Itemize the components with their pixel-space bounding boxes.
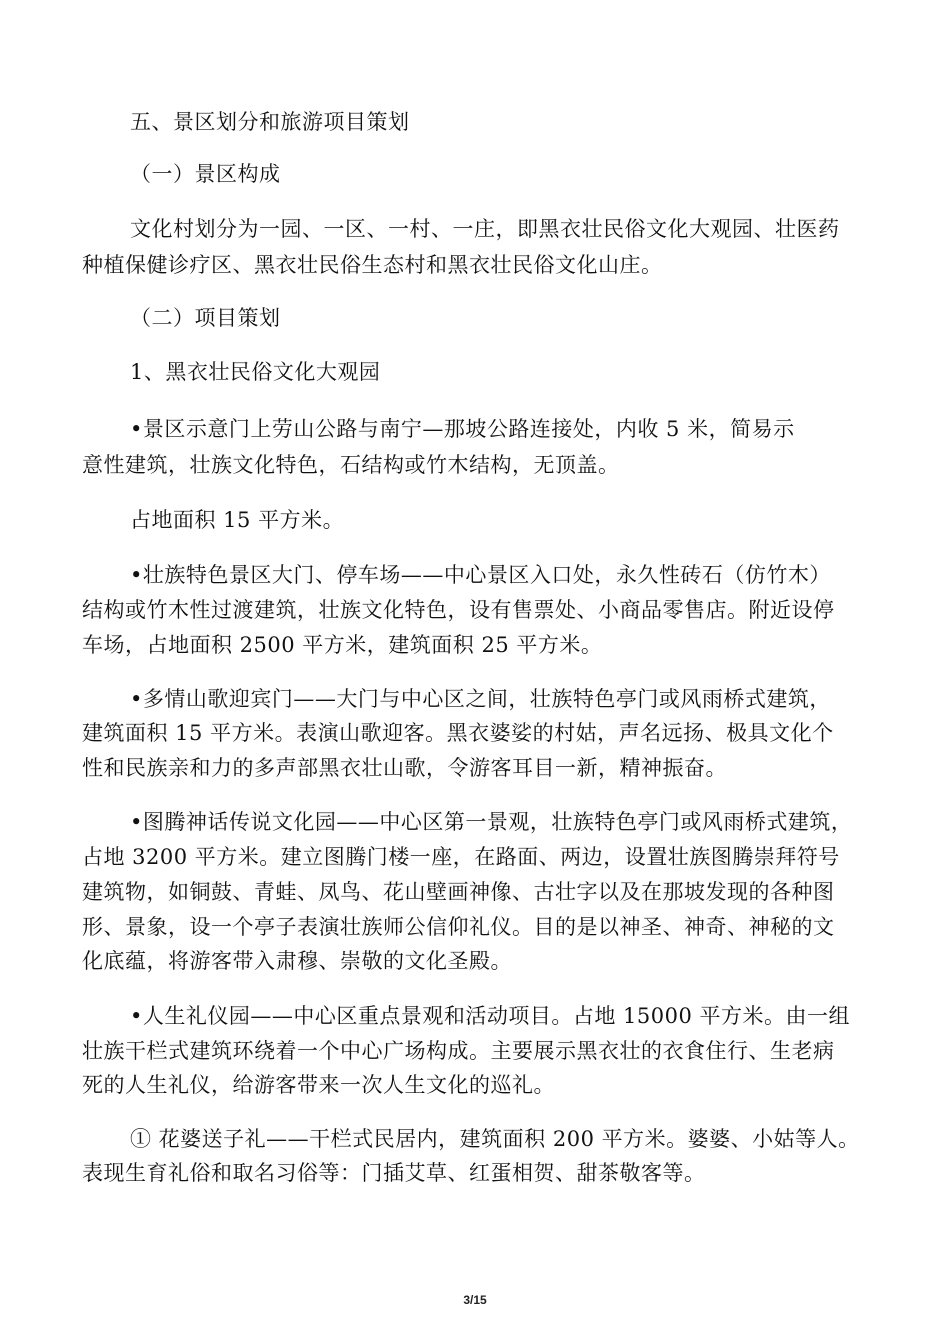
page-number: 3/15 <box>463 1293 487 1307</box>
item-heading-park: 1、黑衣壮民俗文化大观园 <box>130 360 381 384</box>
paragraph-line: 占地面积 15 平方米。 <box>130 508 345 532</box>
paragraph-line: 表现生育礼俗和取名习俗等：门插艾草、红蛋相贺、甜茶敬客等。 <box>82 1161 706 1185</box>
paragraph-line: 死的人生礼仪，给游客带来一次人生文化的巡礼。 <box>82 1073 555 1097</box>
paragraph-line: 壮族干栏式建筑环绕着一个中心广场构成。主要展示黑衣壮的衣食住行、生老病 <box>82 1039 835 1063</box>
paragraph-line: 占地 3200 平方米。建立图腾门楼一座，在路面、两边，设置壮族图腾崇拜符号 <box>82 845 840 869</box>
subsection-heading-planning: （二）项目策划 <box>130 306 281 330</box>
paragraph-line: 文化村划分为一园、一区、一村、一庄，即黑衣壮民俗文化大观园、壮医药 <box>130 217 840 241</box>
paragraph-line: •壮族特色景区大门、停车场——中心景区入口处，永久性砖石（仿竹木） <box>130 563 831 587</box>
paragraph-line: 种植保健诊疗区、黑衣壮民俗生态村和黑衣壮民俗文化山庄。 <box>82 253 663 277</box>
paragraph-line: 化底蕴，将游客带入肃穆、崇敬的文化圣殿。 <box>82 949 512 973</box>
paragraph-line: •图腾神话传说文化园——中心区第一景观，壮族特色亭门或风雨桥式建筑， <box>130 810 853 834</box>
paragraph-line: •多情山歌迎宾门——大门与中心区之间，壮族特色亭门或风雨桥式建筑， <box>130 687 831 711</box>
paragraph-line: 建筑面积 15 平方米。表演山歌迎客。黑衣婆娑的村姑，声名远扬、极具文化个 <box>82 721 834 745</box>
paragraph-line: 形、景象，设一个亭子表演壮族师公信仰礼仪。目的是以神圣、神奇、神秘的文 <box>82 915 835 939</box>
paragraph-line: 性和民族亲和力的多声部黑衣壮山歌，令游客耳目一新，精神振奋。 <box>82 756 727 780</box>
paragraph-line: 意性建筑，壮族文化特色，石结构或竹木结构，无顶盖。 <box>82 453 620 477</box>
subsection-heading-composition: （一）景区构成 <box>130 162 281 186</box>
paragraph-line: •人生礼仪园——中心区重点景观和活动项目。占地 15000 平方米。由一组 <box>130 1004 851 1028</box>
paragraph-line: •景区示意门上劳山公路与南宁—那坡公路连接处，内收 5 米，简易示 <box>130 417 795 441</box>
section-heading: 五、景区划分和旅游项目策划 <box>130 110 410 134</box>
paragraph-line: ① 花婆送子礼——干栏式民居内，建筑面积 200 平方米。婆婆、小姑等人。 <box>130 1127 860 1151</box>
paragraph-line: 车场，占地面积 2500 平方米，建筑面积 25 平方米。 <box>82 633 603 657</box>
paragraph-line: 结构或竹木性过渡建筑，壮族文化特色，设有售票处、小商品零售店。附近设停 <box>82 598 835 622</box>
paragraph-line: 建筑物，如铜鼓、青蛙、凤鸟、花山壁画神像、古壮字以及在那坡发现的各种图 <box>82 880 835 904</box>
